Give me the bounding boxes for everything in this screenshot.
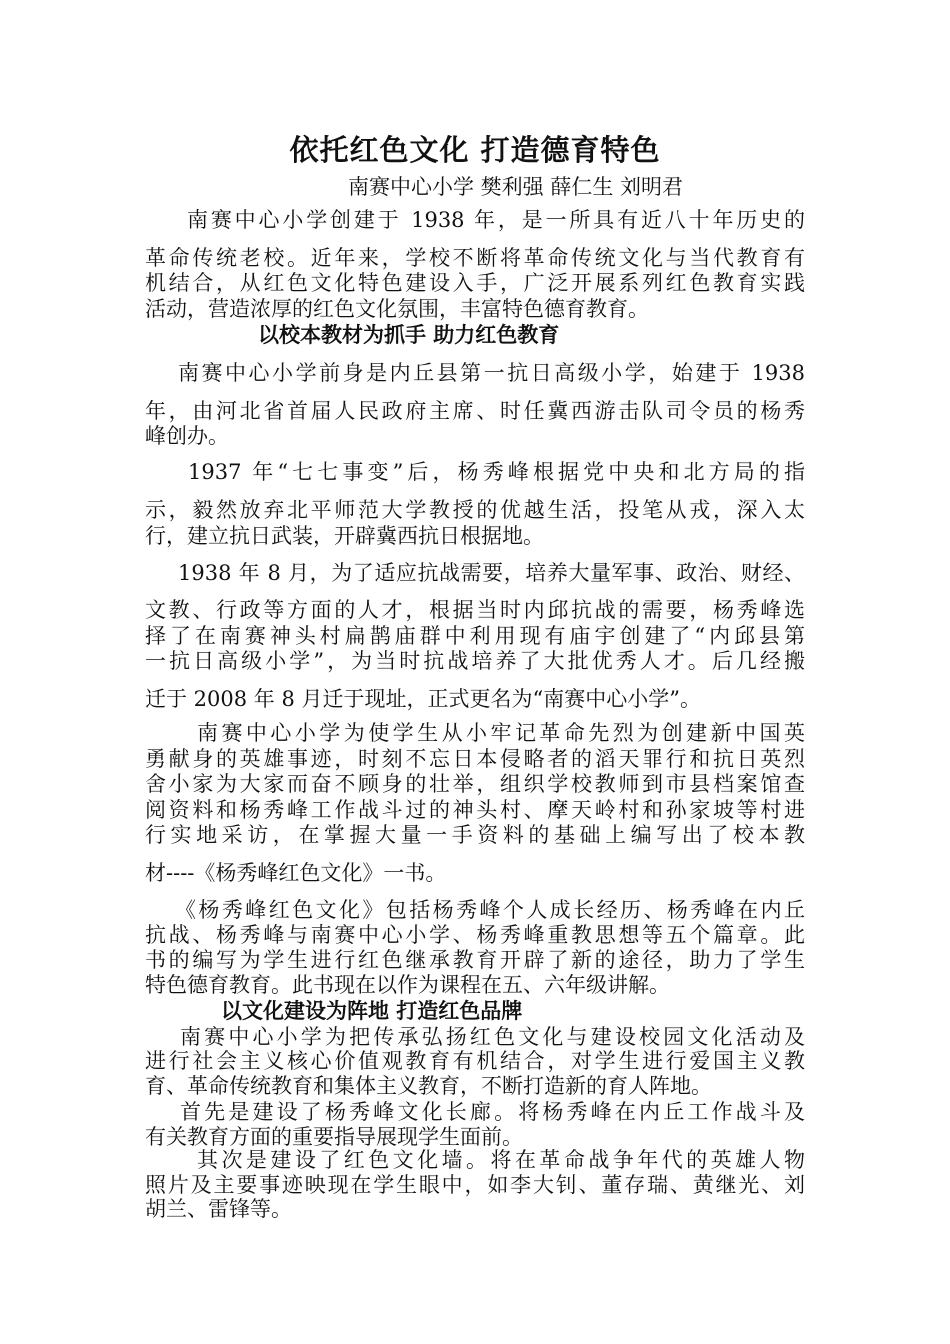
- paragraph-line: 《杨秀峰红色文化》包括杨秀峰个人成长经历、杨秀峰在内丘: [175, 898, 805, 922]
- paragraph-line: 南赛中心小学为使学生从小牢记革命先烈为创建新中国英: [197, 721, 805, 745]
- paragraph-line: 材----《杨秀峰红色文化》一书。: [145, 861, 447, 885]
- paragraph-line: 文教、行政等方面的人才，根据当时内邱抗战的需要，杨秀峰选: [145, 598, 805, 622]
- paragraph-line: 胡兰、雷锋等。: [145, 1197, 292, 1221]
- paragraph-line: 迁于 2008 年 8 月迁于现址，正式更名为“南赛中心小学”。: [145, 687, 701, 711]
- paragraph-line: 峰创办。: [145, 424, 229, 448]
- paragraph-line: 书的编写为学生进行红色继承教育开辟了新的途径，助力了学生: [145, 948, 805, 972]
- paragraph-line: 南赛中心小学前身是内丘县第一抗日高级小学，始建于 1938: [178, 361, 805, 385]
- paragraph-line: 特色德育教育。此书现在以作为课程在五、六年级讲解。: [145, 973, 670, 997]
- paragraph-line: 择了在南赛神头村扁鹊庙群中利用现有庙宇创建了“内邱县第: [145, 624, 805, 648]
- paragraph-line: 行实地采访，在掌握大量一手资料的基础上编写出了校本教: [145, 823, 805, 847]
- paragraph-line: 育、革命传统教育和集体主义教育，不断打造新的育人阵地。: [145, 1074, 712, 1098]
- paragraph-line: 照片及主要事迹映现在学生眼中，如李大钊、董存瑞、黄继光、刘: [145, 1173, 805, 1197]
- paragraph-line: 抗战、杨秀峰与南赛中心小学、杨秀峰重教思想等五个篇章。此: [145, 923, 805, 947]
- paragraph-line: 阅资料和杨秀峰工作战斗过的神头村、摩天岭村和孙家坡等村进: [145, 798, 805, 822]
- paragraph-line: 其次是建设了红色文化墙。将在革命战争年代的英雄人物: [197, 1148, 805, 1172]
- section-heading: 以文化建设为阵地 打造红色品牌: [221, 999, 523, 1023]
- paragraph-line: 舍小家为大家而奋不顾身的壮举，组织学校教师到市县档案馆查: [145, 772, 805, 796]
- paragraph-line: 勇献身的英雄事迹，时刻不忘日本侵略者的滔天罪行和抗日英烈: [145, 747, 805, 771]
- paragraph-line: 革命传统老校。近年来，学校不断将革命传统文化与当代教育有: [145, 246, 805, 270]
- paragraph-line: 机结合，从红色文化特色建设入手，广泛开展系列红色教育实践: [145, 271, 805, 295]
- paragraph-line: 行，建立抗日武装，开辟冀西抗日根据地。: [145, 524, 544, 548]
- section-heading: 以校本教材为抓手 助力红色教育: [258, 323, 560, 347]
- paragraph-line: 活动，营造浓厚的红色文化氛围，丰富特色德育教育。: [145, 297, 649, 321]
- paragraph-line: 年，由河北省首届人民政府主席、时任冀西游击队司令员的杨秀: [145, 399, 805, 423]
- paragraph-line: 示，毅然放弃北平师范大学教授的优越生活，投笔从戎，深入太: [145, 498, 805, 522]
- paragraph-line: 一抗日高级小学”，为当时抗战培养了大批优秀人才。后几经搬: [145, 649, 805, 673]
- paragraph-line: 进行社会主义核心价值观教育有机结合，对学生进行爱国主义教: [145, 1049, 805, 1073]
- paragraph-line: 有关教育方面的重要指导展现学生面前。: [145, 1125, 523, 1149]
- author-byline: 南赛中心小学 樊利强 薛仁生 刘明君: [348, 175, 684, 199]
- paragraph-line: 首先是建设了杨秀峰文化长廊。将杨秀峰在内丘工作战斗及: [180, 1100, 805, 1124]
- paragraph-line: 南赛中心小学创建于 1938 年，是一所具有近八十年历史的: [187, 208, 805, 232]
- document-title: 依托红色文化 打造德育特色: [289, 133, 661, 167]
- paragraph-line: 1938 年 8 月，为了适应抗战需要，培养大量军事、政治、财经、: [178, 561, 805, 585]
- paragraph-line: 1937 年“七七事变”后，杨秀峰根据党中央和北方局的指: [188, 460, 805, 484]
- paragraph-line: 南赛中心小学为把传承弘扬红色文化与建设校园文化活动及: [180, 1025, 805, 1049]
